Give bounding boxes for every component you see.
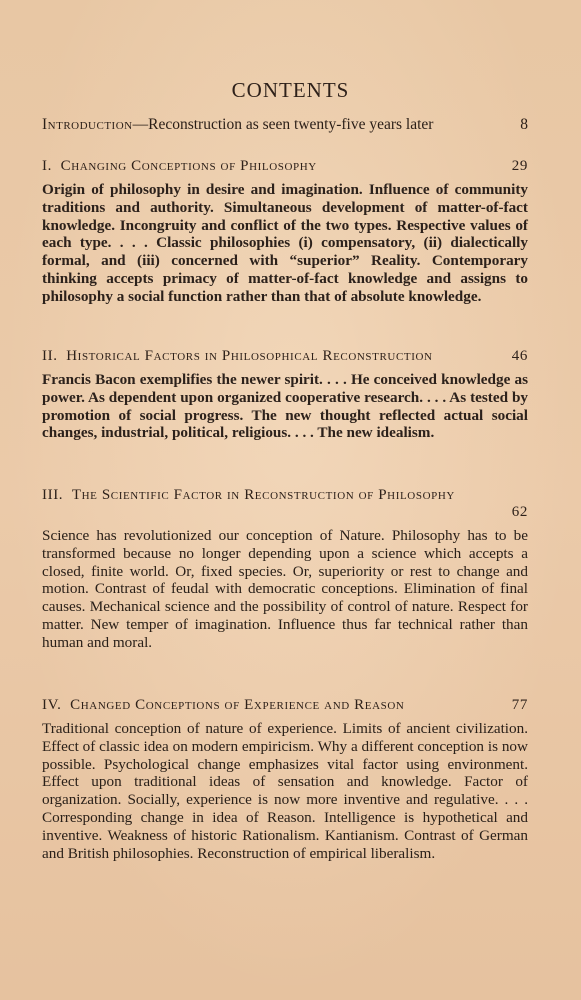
chapter-3-summary: Science has revolutionized our conception of Nature. Philosophy has to be transformed because no longer depending upon a science which accepts a closed, finite world. Or, fixed species. Or, superiority or rest to change and motion. Contrast of feudal with democratic conceptions. Elimination of final causes. Mechanical science and the possibility of control of nature. Respect for matter. New temper of imagination. Influence thus far technical rather than human and moral. bbox=[42, 527, 528, 651]
chapter-4-heading bbox=[42, 697, 528, 714]
chapter-3-entry bbox=[42, 487, 528, 652]
chapter-4-entry bbox=[42, 697, 528, 862]
page-title: CONTENTS bbox=[231, 78, 350, 102]
chapter-3-numeral: III. bbox=[42, 487, 64, 503]
chapter-2-entry bbox=[42, 348, 528, 442]
chapter-1-summary: Origin of philosophy in desire and imagination. Influence of community traditions and authority. Simultaneous development of matter-of-fact knowledge. Incongruity and conflict of the two types. Respective values of each type. . . . Classic philosophies (i) compensatory, (ii) dialectically formal, and (iii) concerned with “superior” Reality. Contemporary thinking accepts primacy of matter-of-fact knowledge and assigns to philosophy a social function rather than that of absolute knowledge. bbox=[42, 181, 528, 305]
chapter-1-heading bbox=[42, 158, 528, 175]
chapter-2-heading bbox=[42, 348, 528, 365]
chapter-3-page-number: 62 bbox=[511, 504, 528, 520]
chapter-1-title: Changing Conceptions of Philosophy bbox=[60, 158, 317, 174]
chapter-3-heading bbox=[42, 487, 528, 521]
chapter-3-title: The Scientific Factor in Reconstruction of Philosophy bbox=[71, 487, 455, 503]
intro-label bbox=[42, 116, 433, 134]
chapter-1-page-number: 29 bbox=[511, 158, 528, 174]
chapter-2-title: Historical Factors in Philosophical Reconstruction bbox=[66, 348, 433, 364]
chapter-4-numeral: IV. bbox=[42, 697, 62, 713]
intro-entry bbox=[42, 116, 528, 134]
chapter-2-numeral: II. bbox=[42, 348, 58, 364]
chapter-4-title: Changed Conceptions of Experience and Reason bbox=[70, 697, 405, 713]
intro-label-small-caps: Introduction bbox=[42, 116, 133, 133]
chapter-4-summary: Traditional conception of nature of experience. Limits of ancient civilization. Effect of classic idea on modern empiricism. Why a different conception is now possible. Psychological change emphasizes vital factor using environment. Effect upon traditional ideas of sensation and knowledge. Factor of organization. Socially, experience is now more inventive and regulative. . . . Corresponding change in idea of Reason. Intelligence is hypothetical and inventive. Weakness of historic Rationalism. Kantianism. Contrast of German and British philosophies. Reconstruction of empirical liberalism. bbox=[42, 720, 528, 862]
chapter-2-page-number: 46 bbox=[511, 348, 528, 364]
intro-page-number: 8 bbox=[520, 116, 528, 133]
chapter-1-numeral: I. bbox=[42, 158, 52, 174]
chapter-2-summary: Francis Bacon exemplifies the newer spirit. . . . He conceived knowledge as power. As dependent upon organized cooperative research. . . . As tested by promotion of social progress. The new thought reflected actual social changes, industrial, political, religious. . . . The new idealism. bbox=[42, 371, 528, 442]
chapter-4-page-number: 77 bbox=[511, 697, 528, 713]
intro-label-rest: —Reconstruction as seen twenty-five years later bbox=[132, 116, 434, 133]
chapter-1-entry bbox=[42, 158, 528, 306]
